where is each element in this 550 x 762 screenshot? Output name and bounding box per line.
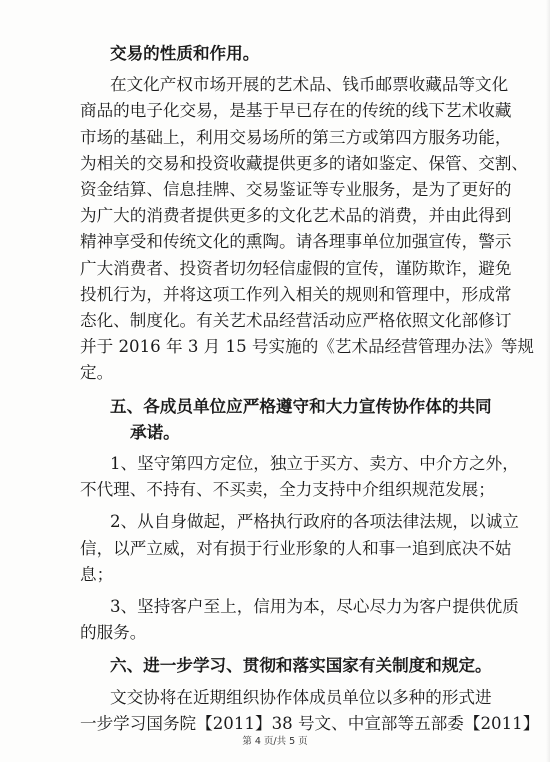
paragraph-line: 在文化产权市场开展的艺术品、钱币邮票收藏品等文化 [110,75,509,95]
paragraph-line: 一步学习国务院【2011】38 号文、中宣部等五部委【2011】 [80,713,540,733]
paragraph-line: 市场的基础上，利用交易场所的第三方或第四方服务功能， [80,127,512,147]
paragraph-line: 并于 2016 年 3 月 15 号实施的《艺术品经营管理办法》等规 [80,337,535,357]
section-continuation-heading: 交易的性质和作用。 [110,43,260,63]
paragraph-line: 文交协将在近期组织协作体成员单位以多种的形式进 [110,687,492,707]
scan-shadow [546,0,550,762]
list-item-1: 1、坚守第四方定位，独立于买方、卖方、中介方之外， [110,454,519,473]
paragraph-line: 资金结算、信息挂牌、交易鉴证等专业服务，是为了更好的 [80,180,512,199]
section-five-heading: 五、各成员单位应严格遵守和大力宣传协作体的共同 [110,395,492,416]
list-item-3: 3、坚持客户至上，信用为本，尽心尽力为客户提供优质 [110,597,519,616]
paragraph-line: 的服务。 [80,623,147,643]
paragraph-line: 定。 [80,363,114,383]
section-five-heading-cont: 承诺。 [130,421,180,442]
page-number: 第 4 页/共 5 页 [242,736,308,747]
paragraph-line: 态化、制度化。有关艺术品经营活动应严格依照文化部修订 [80,311,512,330]
paragraph-line: 信，以严立威，对有损于行业形象的人和事一追到底决不姑 [80,538,512,558]
paragraph-line: 不代理、不持有、不买卖，全力支持中介组织规范发展； [80,480,495,500]
paragraph-line: 广大消费者、投资者切勿轻信虚假的宣传，谨防欺诈，避免 [80,258,512,278]
paragraph-line: 为相关的交易和投资收藏提供更多的诸如鉴定、保管、交割、 [80,153,529,173]
list-item-2: 2、从自身做起，严格执行政府的各项法律法规，以诚立 [110,512,519,532]
paragraph-line: 商品的电子化交易，是基于早已存在的传统的线下艺术收藏 [80,101,512,121]
paragraph-line: 为广大的消费者提供更多的文化艺术品的消费，并由此得到 [80,206,512,226]
paragraph-line: 投机行为，并将这项工作列入相关的规则和管理中，形成常 [80,284,512,304]
paragraph-line: 精神享受和传统文化的熏陶。请各理事单位加强宣传，警示 [80,232,512,252]
paragraph-line: 息； [80,564,114,584]
section-six-heading: 六、进一步学习、贯彻和落实国家有关制度和规定。 [110,655,492,676]
